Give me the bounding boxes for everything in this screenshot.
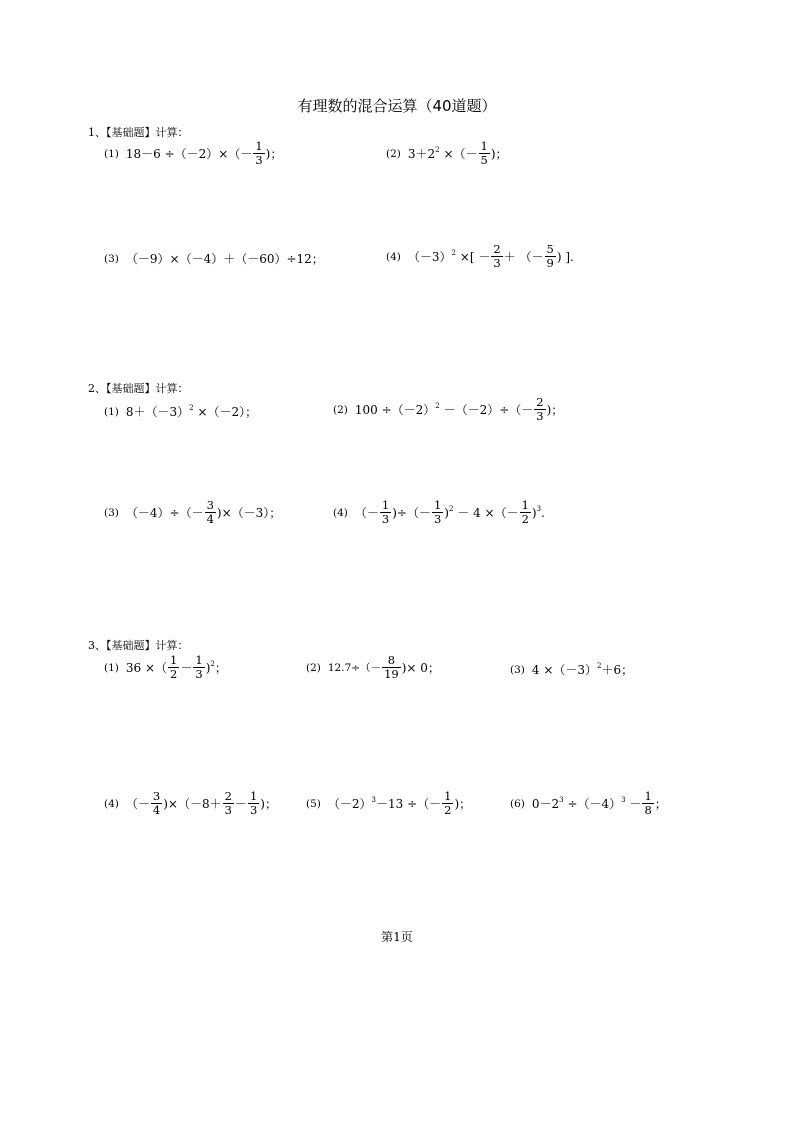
problem-3-2: (2) 12.7÷（－ $\frac{8}{19}$ )× 0； — [306, 653, 440, 681]
problem-2-1: (1) $8+(-3)^2 \times(-2)$； — [104, 404, 258, 419]
problem-3-3: (3) $4 \times(-3)^2+6$； — [510, 662, 634, 677]
problem-2-4: (4) （－ $\frac{1}{3}$ )÷（－ $\frac{1}{3}$ )$^2$ － 4 ×（－ $\frac{1}{2}$ )$^3$. — [333, 498, 545, 526]
problem-2-2: (2) $100 \div(-2)^2 -(-2)\div(-$ $\frac{2}{3}$ )； — [333, 395, 564, 423]
problem-1-3: (3) （－9）×（－4）＋（－60）÷12； — [104, 252, 324, 266]
problem-1-4: (4) $(-3)^2$ ×[ － $\frac{2}{3}$ ＋ （－ $\frac{5}{9}$ ) ]. — [386, 242, 574, 270]
section-2-heading: 2、【基础题】计算： — [88, 382, 189, 395]
problem-1-2: (2) $3+2^2$ ×（－ $\frac{1}{5}$ )； — [386, 139, 508, 167]
problem-3-1: (1) 36 ×（ $\frac{1}{2}$ － $\frac{1}{3}$ )$^2$； — [104, 653, 227, 681]
problem-3-4: (4) （－ $\frac{3}{4}$ )×（－8＋ $\frac{2}{3}$ － $\frac{1}{3}$ )； — [104, 789, 277, 817]
problem-3-6: (6) $0-2^3 \div(-4)^3$ － $\frac{1}{8}$ ； — [510, 789, 667, 817]
page-title: 有理数的混合运算（40道题） — [297, 97, 497, 115]
page-number: 第1页 — [381, 930, 413, 944]
problem-2-3: (3) （－4）÷（－ $\frac{3}{4}$ )×（－3）； — [104, 498, 282, 526]
problem-3-5: (5) $(-2)^3-13$ ÷（－ $\frac{1}{2}$ )； — [306, 789, 472, 817]
problem-1-1: (1) 18－6 ÷（－2）×（－ $\frac{1}{3}$ )； — [104, 139, 283, 167]
section-3-heading: 3、【基础题】计算： — [88, 639, 189, 652]
section-1-heading: 1、【基础题】计算： — [88, 126, 189, 139]
